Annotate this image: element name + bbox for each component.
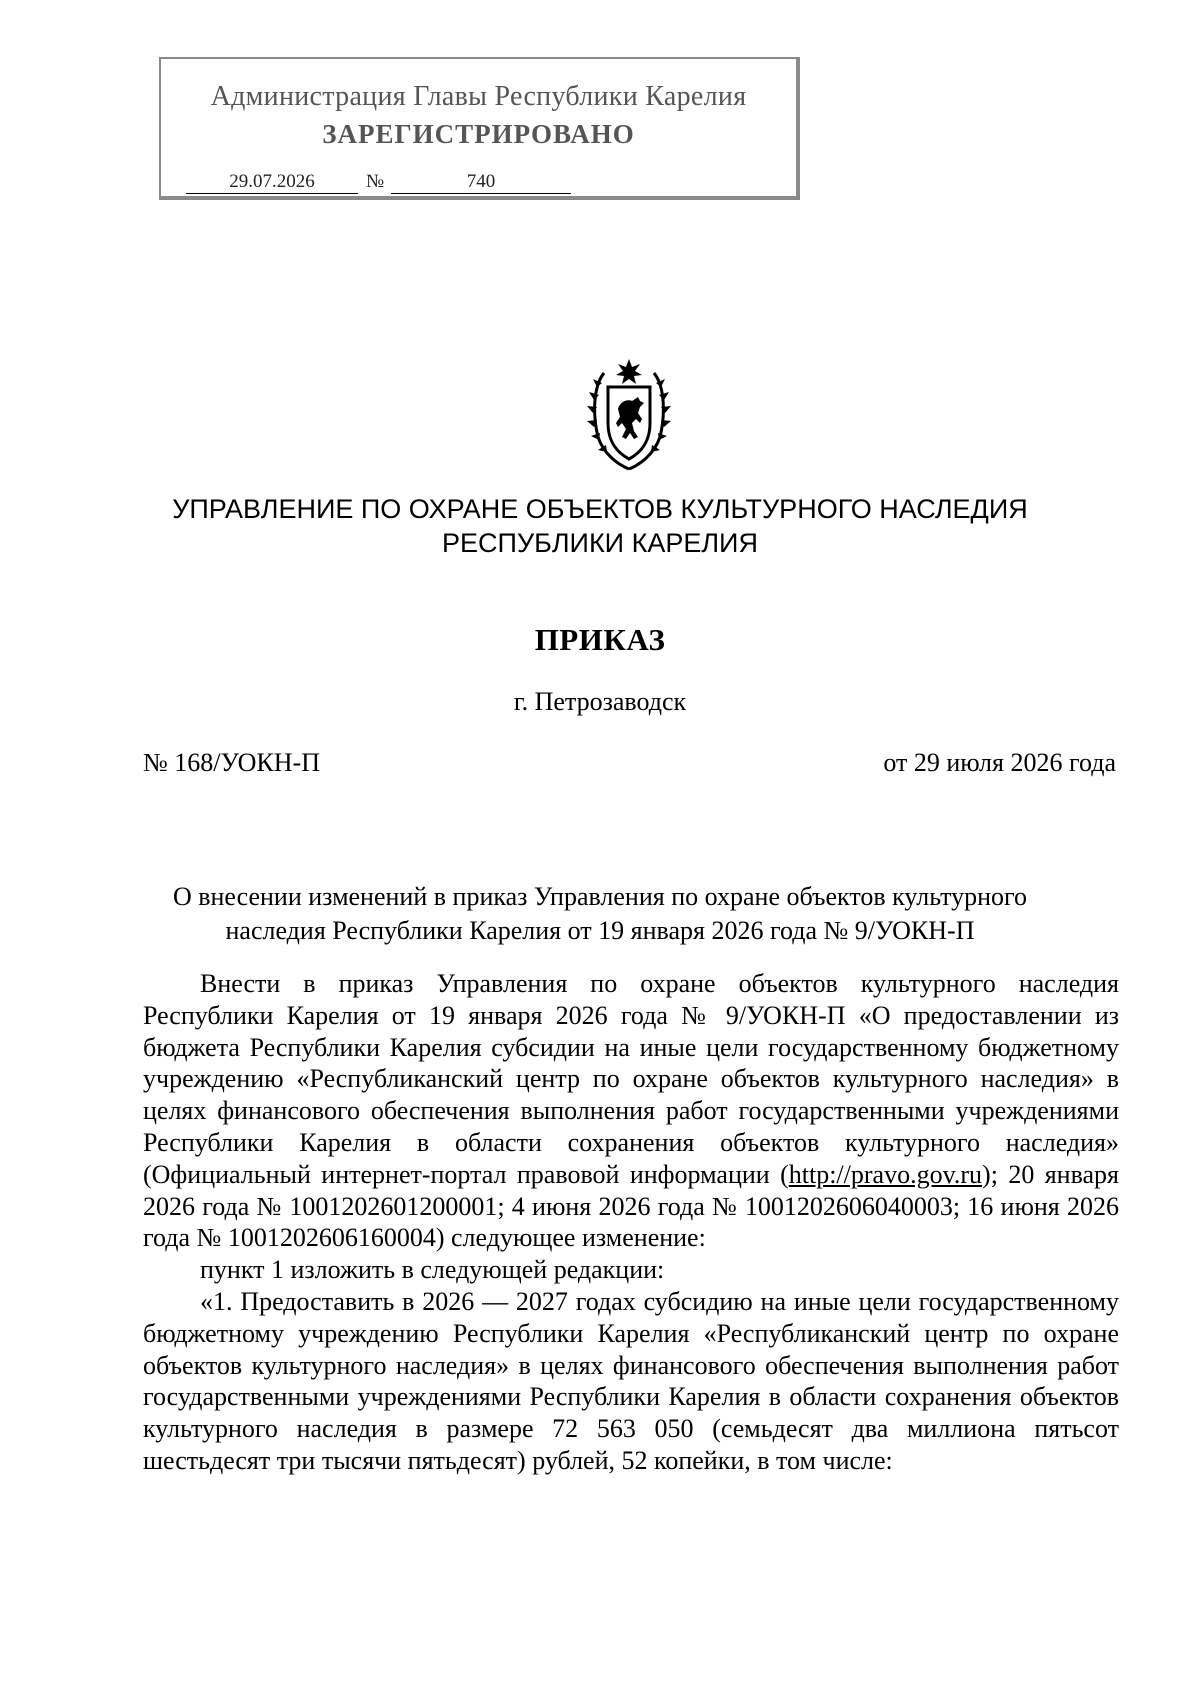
body-paragraph-2: пункт 1 изложить в следующей редакции: xyxy=(200,1255,665,1285)
document-subject-line2: наследия Республики Карелия от 19 января 2026 года № 9/УОКН-П xyxy=(225,916,975,945)
registration-stamp xyxy=(159,57,800,200)
document-subject xyxy=(100,880,1100,948)
organization-name-line2: РЕСПУБЛИКИ КАРЕЛИЯ xyxy=(442,528,758,558)
paragraph-1-text-start: Внести в приказ Управления по охране объектов культурного наследия Республики Карелия от 19 января 2026 года № 9/УОКН-П «О предоставлении из бюджета Республики Карелия субсидии на иные цели государственному бюджетному учреждению «Республиканский центр по охране объектов культурного наследия» в целях финансового обеспечения выполнения работ государственными учреждениями Республики Карелия в области сохранения объектов культурного наследия» (Официальный интернет-портал правовой информации ( xyxy=(143,969,1119,1189)
stamp-status: ЗАРЕГИСТРИРОВАНО xyxy=(322,119,635,149)
stamp-date: 29.07.2026 xyxy=(186,171,358,194)
paragraph-1-text-end: ); 20 января 2026 года № 1001202601200001; 4 июня 2026 года № 1001202606040003; 16 июня 2026 года № 1001202606160004) следующее изменение: xyxy=(143,1159,1120,1253)
document-number: № 168/УОКН-П xyxy=(143,748,320,777)
pravo-gov-link[interactable]: http://pravo.gov.ru xyxy=(788,1159,983,1189)
body-paragraph-1 xyxy=(143,968,1119,1254)
organization-name-line1: УПРАВЛЕНИЕ ПО ОХРАНЕ ОБЪЕКТОВ КУЛЬТУРНОГО НАСЛЕДИЯ xyxy=(172,494,1028,524)
organization-name xyxy=(0,492,1200,560)
document-body xyxy=(143,968,1119,1477)
karelia-coat-of-arms-icon xyxy=(584,357,674,473)
stamp-organization: Администрация Главы Республики Карелия xyxy=(210,81,747,112)
document-date: от 29 июля 2026 года xyxy=(883,748,1116,777)
document-type: ПРИКАЗ xyxy=(534,622,666,657)
body-paragraph-3: «1. Предоставить в 2026 — 2027 годах субсидию на иные цели государственному бюджетному учреждению Республики Карелия «Республиканский центр по охране объектов культурного наследия» в целях финансового обеспечения выполнения работ государственными учреждениями Республики Карелия в области сохранения объектов культурного наследия в размере 72 563 050 (семьдесят два миллиона пятьсот шестьдесят три тысячи пятьдесят) рублей, 52 копейки, в том числе: xyxy=(143,1286,1119,1475)
document-city: г. Петрозаводск xyxy=(513,687,687,716)
document-subject-line1: О внесении изменений в приказ Управления по охране объектов культурного xyxy=(172,882,1028,911)
stamp-number-sign: № xyxy=(366,171,385,192)
stamp-number: 740 xyxy=(391,171,571,194)
